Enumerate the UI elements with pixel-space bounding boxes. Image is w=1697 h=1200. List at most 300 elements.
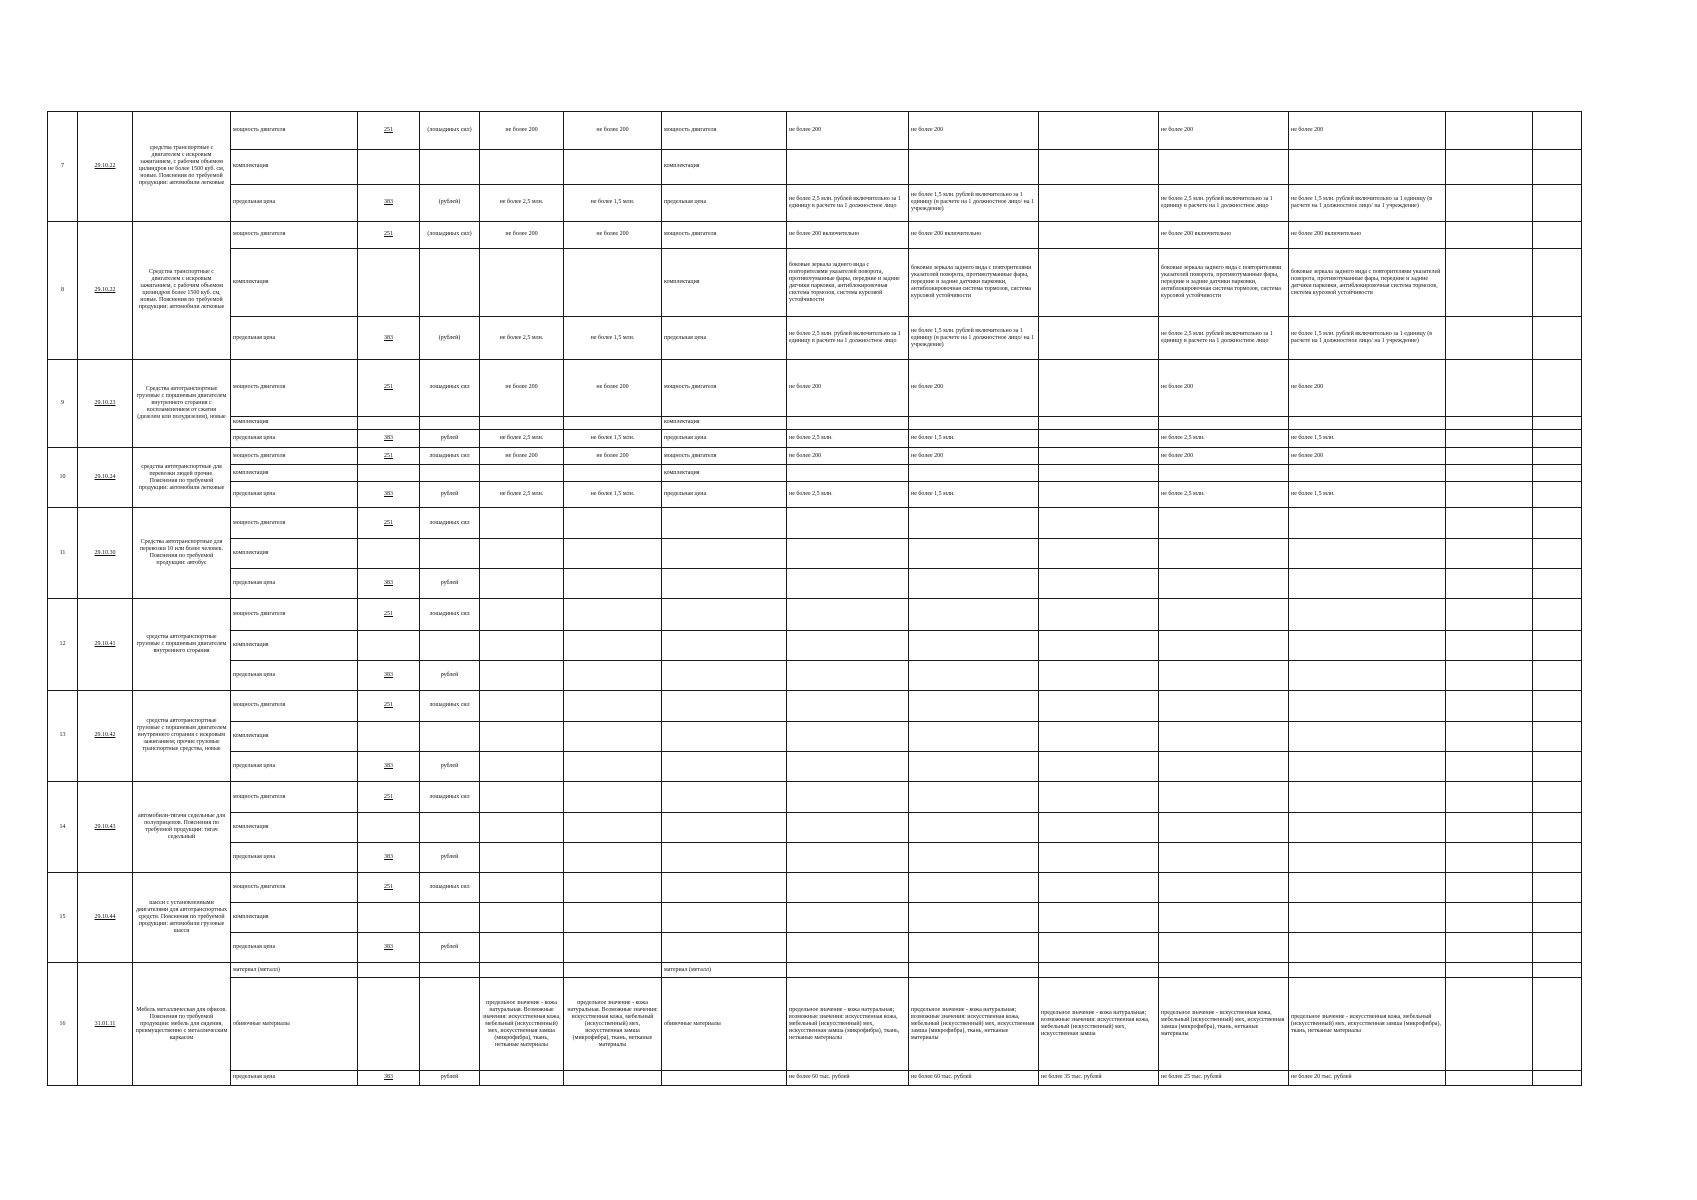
cell-v7	[1289, 508, 1446, 539]
cell-extra-1	[1446, 843, 1533, 873]
characteristic-equipment: комплектация	[231, 149, 358, 184]
cell-unit: рублей	[420, 933, 480, 963]
cell-v6	[1159, 963, 1289, 978]
cell-name2: предельная цена	[662, 317, 787, 360]
table-row	[48, 508, 1607, 539]
cell-v2	[564, 813, 662, 843]
cell-extra-2	[1533, 569, 1582, 599]
cell-v3	[787, 963, 909, 978]
cell-extra-2	[1533, 429, 1582, 447]
cell-v1	[480, 813, 564, 843]
cell-v2	[564, 1070, 662, 1085]
cell-v2: не более 200	[564, 360, 662, 417]
cell-v3	[787, 539, 909, 569]
cell-name2: предельная цена	[662, 482, 787, 508]
okpd2-code: 29.10.23	[78, 360, 133, 448]
characteristic-upholstery: обивочные материалы	[231, 978, 358, 1070]
cell-extra-2	[1533, 963, 1582, 978]
cell-extra-1	[1446, 317, 1533, 360]
cell-v4	[909, 416, 1039, 429]
cell-v4: не более 1,5 млн. рублей включительно за 1 единицу (в расчете на 1 должностное лицо/ на 1 учреждение)	[909, 317, 1039, 360]
cell-v1	[480, 569, 564, 599]
cell-v6	[1159, 539, 1289, 569]
cell-v2	[564, 630, 662, 660]
cell-okei	[358, 721, 420, 751]
cell-v6: не более 200 включительно	[1159, 221, 1289, 249]
cell-v2	[564, 903, 662, 933]
cell-v2: не более 200	[564, 448, 662, 465]
cell-extra-2	[1533, 539, 1582, 569]
cell-v2: не более 200	[564, 112, 662, 150]
cell-v4	[909, 721, 1039, 751]
cell-unit: лошадиных сил	[420, 781, 480, 812]
cell-v5	[1039, 149, 1159, 184]
cell-v3: не более 60 тыс. рублей	[787, 1070, 909, 1085]
cell-v1	[480, 690, 564, 721]
cell-extra-1	[1446, 221, 1533, 249]
cell-okei: 383	[358, 843, 420, 873]
table-row	[48, 813, 1607, 843]
cell-v7	[1289, 813, 1446, 843]
product-name: средства транспортные с двигателем с искровым зажиганием, с рабочим объемом цилиндров не более 1500 куб. см, новые. Пояснения по требуемой продукции: автомобили легковые	[133, 112, 231, 222]
table-row	[48, 360, 1607, 417]
cell-v1: не более 2,5 млн.	[480, 317, 564, 360]
characteristic-engine-power: мощность двигателя	[231, 221, 358, 249]
cell-name2: предельная цена	[662, 429, 787, 447]
cell-v1: предельное значение - кожа натуральная. Возможные значения: искусственная кожа, мебельный (искусственный) мех, искусственная замша (микрофибра), ткань, нетканые материалы	[480, 978, 564, 1070]
cell-v5	[1039, 721, 1159, 751]
cell-name2	[662, 1070, 787, 1085]
cell-v5	[1039, 933, 1159, 963]
table-row	[48, 448, 1607, 465]
row-number: 13	[48, 690, 78, 781]
cell-v5	[1039, 873, 1159, 903]
cell-v3	[787, 599, 909, 630]
cell-v1	[480, 599, 564, 630]
cell-okei	[358, 416, 420, 429]
okpd2-code: 29.10.30	[78, 508, 133, 599]
cell-v4	[909, 690, 1039, 721]
cell-unit: рублей	[420, 482, 480, 508]
cell-name2: комплектация	[662, 249, 787, 317]
cell-name2	[662, 569, 787, 599]
characteristic-equipment: комплектация	[231, 630, 358, 660]
cell-v3	[787, 781, 909, 812]
cell-okei: 383	[358, 751, 420, 781]
cell-extra-1	[1446, 630, 1533, 660]
cell-v5: не более 35 тыс. рублей	[1039, 1070, 1159, 1085]
okpd2-code: 29.10.41	[78, 599, 133, 690]
characteristic-engine-power: мощность двигателя	[231, 873, 358, 903]
cell-v6	[1159, 599, 1289, 630]
cell-unit: рублей	[420, 569, 480, 599]
cell-okei	[358, 813, 420, 843]
cell-v1: не более 2,5 млн.	[480, 482, 564, 508]
cell-v6	[1159, 465, 1289, 482]
cell-v5	[1039, 508, 1159, 539]
characteristic-engine-power: мощность двигателя	[231, 112, 358, 150]
table-row	[48, 873, 1607, 903]
table-row	[48, 843, 1607, 873]
cell-name2	[662, 751, 787, 781]
characteristic-price-limit: предельная цена	[231, 933, 358, 963]
cell-v6	[1159, 873, 1289, 903]
cell-name2: материал (металл)	[662, 963, 787, 978]
cell-v3	[787, 933, 909, 963]
cell-v1	[480, 630, 564, 660]
cell-v7	[1289, 933, 1446, 963]
cell-extra-2	[1533, 813, 1582, 843]
cell-v1	[480, 781, 564, 812]
cell-extra-2	[1533, 978, 1582, 1070]
cell-v3	[787, 690, 909, 721]
cell-extra-2	[1533, 249, 1582, 317]
cell-v2: не более 1,5 млн.	[564, 317, 662, 360]
cell-unit	[420, 813, 480, 843]
cell-v1	[480, 873, 564, 903]
cell-name2	[662, 933, 787, 963]
cell-extra-1	[1446, 249, 1533, 317]
product-name: средства автотранспортные грузовые с поршневым двигателем внутреннего сгорания с искровым зажиганием; прочие грузовые транспортные средства, новые	[133, 690, 231, 781]
cell-v2	[564, 781, 662, 812]
cell-v5	[1039, 482, 1159, 508]
characteristic-price-limit: предельная цена	[231, 185, 358, 222]
characteristic-equipment: комплектация	[231, 465, 358, 482]
characteristic-price-limit: предельная цена	[231, 482, 358, 508]
characteristic-equipment: комплектация	[231, 721, 358, 751]
cell-v3: не более 2,5 млн. рублей включительно за 1 единицу в расчете на 1 должностное лицо	[787, 185, 909, 222]
cell-v1	[480, 843, 564, 873]
document-sheet	[47, 111, 1606, 1086]
characteristic-engine-power: мощность двигателя	[231, 508, 358, 539]
row-number: 12	[48, 599, 78, 690]
cell-v5	[1039, 660, 1159, 690]
cell-unit: (рублей)	[420, 185, 480, 222]
cell-extra-2	[1533, 660, 1582, 690]
cell-v7	[1289, 903, 1446, 933]
cell-extra-2	[1533, 112, 1582, 150]
cell-v5	[1039, 221, 1159, 249]
cell-v5	[1039, 751, 1159, 781]
cell-extra-1	[1446, 482, 1533, 508]
cell-extra-2	[1533, 317, 1582, 360]
cell-extra-1	[1446, 112, 1533, 150]
characteristic-equipment: комплектация	[231, 813, 358, 843]
characteristic-engine-power: мощность двигателя	[231, 781, 358, 812]
cell-v2	[564, 963, 662, 978]
row-number: 9	[48, 360, 78, 448]
cell-v6	[1159, 721, 1289, 751]
characteristic-price-limit: предельная цена	[231, 429, 358, 447]
cell-v6	[1159, 813, 1289, 843]
table-row	[48, 416, 1607, 429]
cell-v7: не более 200	[1289, 112, 1446, 150]
characteristic-equipment: комплектация	[231, 249, 358, 317]
cell-v7: не более 200 включительно	[1289, 221, 1446, 249]
cell-okei: 383	[358, 429, 420, 447]
characteristic-price-limit: предельная цена	[231, 569, 358, 599]
cell-okei	[358, 630, 420, 660]
cell-v3	[787, 903, 909, 933]
cell-v6	[1159, 781, 1289, 812]
table-row	[48, 221, 1607, 249]
cell-v3	[787, 416, 909, 429]
cell-name2	[662, 903, 787, 933]
cell-v6	[1159, 416, 1289, 429]
cell-name2: комплектация	[662, 465, 787, 482]
cell-extra-1	[1446, 599, 1533, 630]
cell-v7	[1289, 843, 1446, 873]
okpd2-code: 29.10.42	[78, 690, 133, 781]
cell-v1: не более 200	[480, 448, 564, 465]
product-name: средства автотранспортные грузовые с поршневым двигателем внутреннего сгорания	[133, 599, 231, 690]
cell-v3	[787, 465, 909, 482]
row-number: 16	[48, 963, 78, 1086]
cell-v5	[1039, 813, 1159, 843]
cell-unit: (рублей)	[420, 317, 480, 360]
cell-unit: рублей	[420, 429, 480, 447]
cell-v1	[480, 963, 564, 978]
cell-v3	[787, 149, 909, 184]
cell-v1: не более 200	[480, 221, 564, 249]
cell-v7: предельное значение - искусственная кожа, мебельный (искусственный) мех, искусственная замша (микрофибра), ткань, нетканые материалы	[1289, 978, 1446, 1070]
cell-v5	[1039, 690, 1159, 721]
table-row	[48, 429, 1607, 447]
cell-extra-1	[1446, 360, 1533, 417]
cell-okei	[358, 903, 420, 933]
table-row	[48, 539, 1607, 569]
cell-okei: 251	[358, 599, 420, 630]
cell-extra-1	[1446, 903, 1533, 933]
cell-v4: не более 200	[909, 112, 1039, 150]
cell-name2	[662, 813, 787, 843]
cell-v4: не более 1,5 млн. рублей включительно за 1 единицу (в расчете на 1 должностное лицо/ на 1 учреждение)	[909, 185, 1039, 222]
table-row	[48, 149, 1607, 184]
cell-v4: не более 60 тыс. рублей	[909, 1070, 1039, 1085]
cell-v6	[1159, 690, 1289, 721]
cell-v1	[480, 751, 564, 781]
cell-v4	[909, 751, 1039, 781]
characteristic-price-limit: предельная цена	[231, 660, 358, 690]
cell-v7	[1289, 630, 1446, 660]
cell-name2: мощность двигателя	[662, 360, 787, 417]
cell-name2: мощность двигателя	[662, 112, 787, 150]
row-number: 7	[48, 112, 78, 222]
okpd2-code: 29.10.22	[78, 112, 133, 222]
cell-extra-1	[1446, 660, 1533, 690]
cell-v4	[909, 539, 1039, 569]
cell-v4: не более 1,5 млн.	[909, 482, 1039, 508]
cell-name2	[662, 721, 787, 751]
cell-okei: 251	[358, 448, 420, 465]
row-number: 14	[48, 781, 78, 872]
cell-name2	[662, 690, 787, 721]
cell-v1	[480, 1070, 564, 1085]
table-row	[48, 630, 1607, 660]
cell-v2: предельное значение - кожа натуральная. Возможные значения: искусственная кожа, мебельный (искусственный) мех, искусственная замша (микрофибра), ткань, нетканые материалы	[564, 978, 662, 1070]
cell-v5	[1039, 429, 1159, 447]
register-table	[47, 111, 1607, 1086]
cell-v7	[1289, 569, 1446, 599]
cell-extra-1	[1446, 416, 1533, 429]
cell-extra-2	[1533, 903, 1582, 933]
table-row	[48, 933, 1607, 963]
cell-extra-2	[1533, 873, 1582, 903]
cell-unit: рублей	[420, 843, 480, 873]
cell-v3: предельное значение - кожа натуральная; возможные значения: искусственная кожа, мебельный (искусственный) мех, искусственная замша (микрофибра), ткань, нетканые материалы	[787, 978, 909, 1070]
cell-v3: не более 2,5 млн.	[787, 429, 909, 447]
cell-unit: рублей	[420, 751, 480, 781]
characteristic-equipment: комплектация	[231, 539, 358, 569]
cell-v2	[564, 599, 662, 630]
product-name: Мебель металлическая для офисов. Пояснения по требуемой продукции: мебель для сидения, преимущественно с металлическим каркасом	[133, 963, 231, 1086]
cell-v5	[1039, 112, 1159, 150]
table-row	[48, 721, 1607, 751]
cell-v3	[787, 873, 909, 903]
cell-v2: не более 1,5 млн.	[564, 429, 662, 447]
cell-v4	[909, 465, 1039, 482]
cell-extra-2	[1533, 416, 1582, 429]
cell-extra-2	[1533, 508, 1582, 539]
cell-v4: не более 1,5 млн.	[909, 429, 1039, 447]
cell-v7: не более 1,5 млн.	[1289, 429, 1446, 447]
okpd2-code: 29.10.44	[78, 873, 133, 963]
cell-v2: не более 200	[564, 221, 662, 249]
okpd2-code: 29.10.43	[78, 781, 133, 872]
product-name: Средства автотранспортные для перевозки 10 или более человек. Пояснения по требуемой продукции: автобус	[133, 508, 231, 599]
cell-v4	[909, 660, 1039, 690]
cell-v4	[909, 599, 1039, 630]
cell-v6: не более 200	[1159, 112, 1289, 150]
cell-v7	[1289, 781, 1446, 812]
cell-name2	[662, 630, 787, 660]
cell-v2	[564, 539, 662, 569]
cell-v6: не более 25 тыс. рублей	[1159, 1070, 1289, 1085]
cell-v6: предельное значение - искусственная кожа, мебельный (искусственный) мех, искусственная замша (микрофибра), ткань, нетканые материалы	[1159, 978, 1289, 1070]
cell-name2: мощность двигателя	[662, 221, 787, 249]
cell-v7	[1289, 873, 1446, 903]
cell-v2	[564, 873, 662, 903]
cell-v6	[1159, 903, 1289, 933]
cell-v1	[480, 465, 564, 482]
cell-extra-2	[1533, 482, 1582, 508]
cell-okei: 251	[358, 360, 420, 417]
cell-unit	[420, 465, 480, 482]
cell-extra-2	[1533, 448, 1582, 465]
cell-v1	[480, 416, 564, 429]
cell-extra-1	[1446, 933, 1533, 963]
cell-okei: 383	[358, 569, 420, 599]
cell-v5: предельное значение - кожа натуральная; возможные значения: искусственная кожа, мебельный (искусственный) мех, искусственная замша	[1039, 978, 1159, 1070]
cell-v3	[787, 508, 909, 539]
cell-v2	[564, 465, 662, 482]
cell-v5	[1039, 569, 1159, 599]
cell-v5	[1039, 185, 1159, 222]
cell-v4	[909, 149, 1039, 184]
cell-v3: не более 2,5 млн.	[787, 482, 909, 508]
cell-v7	[1289, 465, 1446, 482]
cell-okei: 383	[358, 185, 420, 222]
cell-v5	[1039, 360, 1159, 417]
cell-v5	[1039, 843, 1159, 873]
cell-v3	[787, 751, 909, 781]
table-row	[48, 112, 1607, 150]
cell-extra-2	[1533, 781, 1582, 812]
cell-v1: не более 200	[480, 112, 564, 150]
cell-unit	[420, 903, 480, 933]
product-name: шасси с установленными двигателями для автотранспортных средств. Пояснения по требуемой продукции: автомобили грузовые шасси	[133, 873, 231, 963]
cell-unit	[420, 978, 480, 1070]
cell-extra-2	[1533, 185, 1582, 222]
cell-v7	[1289, 690, 1446, 721]
cell-v4	[909, 843, 1039, 873]
cell-v4	[909, 873, 1039, 903]
product-name: Средства транспортные с двигателем с искровым зажиганием, с рабочим объемом цилиндров более 1500 куб. см, новые. Пояснения по требуемой продукции: автомобили легковые	[133, 221, 231, 360]
table-row	[48, 903, 1607, 933]
cell-extra-2	[1533, 630, 1582, 660]
cell-v1	[480, 249, 564, 317]
cell-v6	[1159, 630, 1289, 660]
cell-extra-1	[1446, 813, 1533, 843]
cell-extra-1	[1446, 508, 1533, 539]
cell-v4: не более 200	[909, 360, 1039, 417]
cell-extra-2	[1533, 721, 1582, 751]
characteristic-engine-power: мощность двигателя	[231, 360, 358, 417]
cell-extra-1	[1446, 185, 1533, 222]
cell-unit	[420, 149, 480, 184]
cell-name2	[662, 660, 787, 690]
cell-v7: не более 1,5 млн.	[1289, 482, 1446, 508]
cell-v6: не более 2,5 млн. рублей включительно за 1 единицу в расчете на 1 должностное лицо	[1159, 317, 1289, 360]
characteristic-price-limit: предельная цена	[231, 751, 358, 781]
cell-v5	[1039, 599, 1159, 630]
cell-extra-2	[1533, 843, 1582, 873]
cell-okei	[358, 539, 420, 569]
cell-unit: (лошадиных сил)	[420, 112, 480, 150]
cell-v3	[787, 843, 909, 873]
cell-unit: рублей	[420, 660, 480, 690]
cell-v7: не более 200	[1289, 360, 1446, 417]
cell-extra-2	[1533, 360, 1582, 417]
table-row	[48, 317, 1607, 360]
cell-v6	[1159, 933, 1289, 963]
cell-v7	[1289, 149, 1446, 184]
okpd2-code: 29.10.24	[78, 448, 133, 508]
cell-v6: не более 200	[1159, 448, 1289, 465]
table-row	[48, 465, 1607, 482]
cell-extra-2	[1533, 933, 1582, 963]
cell-v2	[564, 149, 662, 184]
cell-v7: не более 20 тыс. рублей	[1289, 1070, 1446, 1085]
cell-extra-1	[1446, 465, 1533, 482]
cell-extra-2	[1533, 599, 1582, 630]
cell-unit	[420, 539, 480, 569]
cell-v2	[564, 249, 662, 317]
cell-v4	[909, 813, 1039, 843]
cell-unit: лошадиных сил	[420, 448, 480, 465]
table-row	[48, 599, 1607, 630]
cell-okei: 383	[358, 933, 420, 963]
cell-okei	[358, 978, 420, 1070]
cell-unit	[420, 963, 480, 978]
cell-v5	[1039, 963, 1159, 978]
cell-name2	[662, 873, 787, 903]
cell-extra-2	[1533, 149, 1582, 184]
table-row	[48, 751, 1607, 781]
characteristic-equipment: комплектация	[231, 903, 358, 933]
cell-unit: (лошадиных сил)	[420, 221, 480, 249]
cell-v1	[480, 933, 564, 963]
